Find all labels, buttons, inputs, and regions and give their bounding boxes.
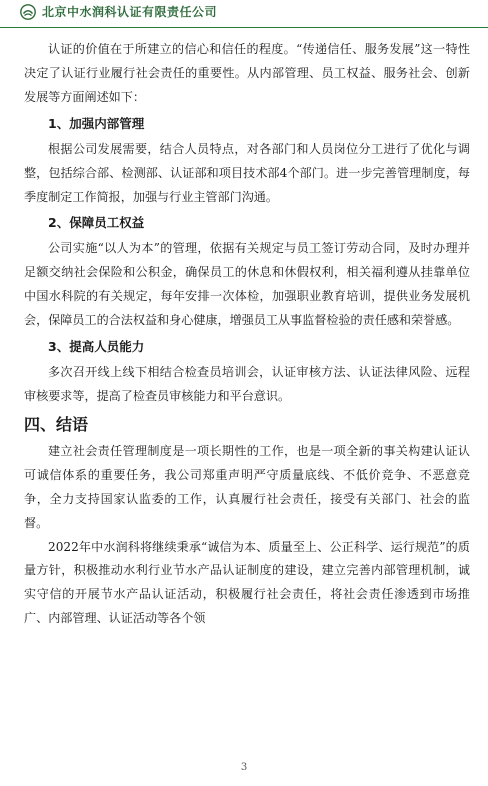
section-paragraph: 公司实施“以人为本”的管理，依据有关规定与员工签订劳动合同，及时办理并足额交纳社会保险和公积金，确保员工的休息和休假权利，相关福利遵从挂靠单位中国水科院的有关规定，每年安排一次体检，加强职业教育培训，提供业务发展机会，保障员工的合法权益和身心健康，增强员工从事监督检验的责任感和荣誉感。 — [24, 241, 470, 328]
section-heading: 2、保障员工权益 — [48, 215, 145, 231]
document-body — [24, 38, 470, 631]
section-paragraph: 根据公司发展需要，结合人员特点，对各部门和人员岗位分工进行了优化与调整，包括综合部、检测部、认证部和项目技术部4个部门。进一步完善管理制度，每季度制定工作简报，加强与行业主管部门沟通。 — [24, 141, 470, 204]
intro-paragraph: 认证的价值在于所建立的信心和信任的程度。“传递信任、服务发展”这一特性决定了认证行业履行社会责任的重要性。从内部管理、员工权益、服务社会、创新发展等方面阐述如下： — [24, 42, 470, 104]
conclusion-paragraph: 2022年中水润科将继续秉承“诚信为本、质量至上、公正科学、运行规范”的质量方针，积极推动水利行业节水产品认证制度的建设，建立完善内部管理机制，诚实守信的开展节水产品认证活动，积极履行社会责任，将社会责任渗透到市场推广、内部管理、认证活动等各个领 — [24, 539, 470, 626]
company-name: 北京中水润科认证有限责任公司 — [42, 5, 218, 19]
section-paragraph: 多次召开线上线下相结合检查员培训会，认证审核方法、认证法律风险、远程审核要求等，提高了检查员审核能力和平台意识。 — [24, 365, 470, 403]
section-heading: 1、加强内部管理 — [48, 115, 145, 131]
conclusion-heading: 四、结语 — [24, 414, 89, 434]
conclusion-paragraph: 建立社会责任管理制度是一项长期性的工作，也是一项全新的事关构建认证认可诚信体系的重要任务，我公司郑重声明严守质量底线、不低价竞争、不恶意竞争，全力支持国家认监委的工作，认真履行社会责任，接受有关部门、社会的监督。 — [24, 443, 470, 530]
page-number: 3 — [240, 762, 248, 773]
section-heading: 3、提高人员能力 — [48, 339, 145, 355]
company-logo-icon — [20, 4, 36, 20]
page-header — [0, 0, 488, 28]
